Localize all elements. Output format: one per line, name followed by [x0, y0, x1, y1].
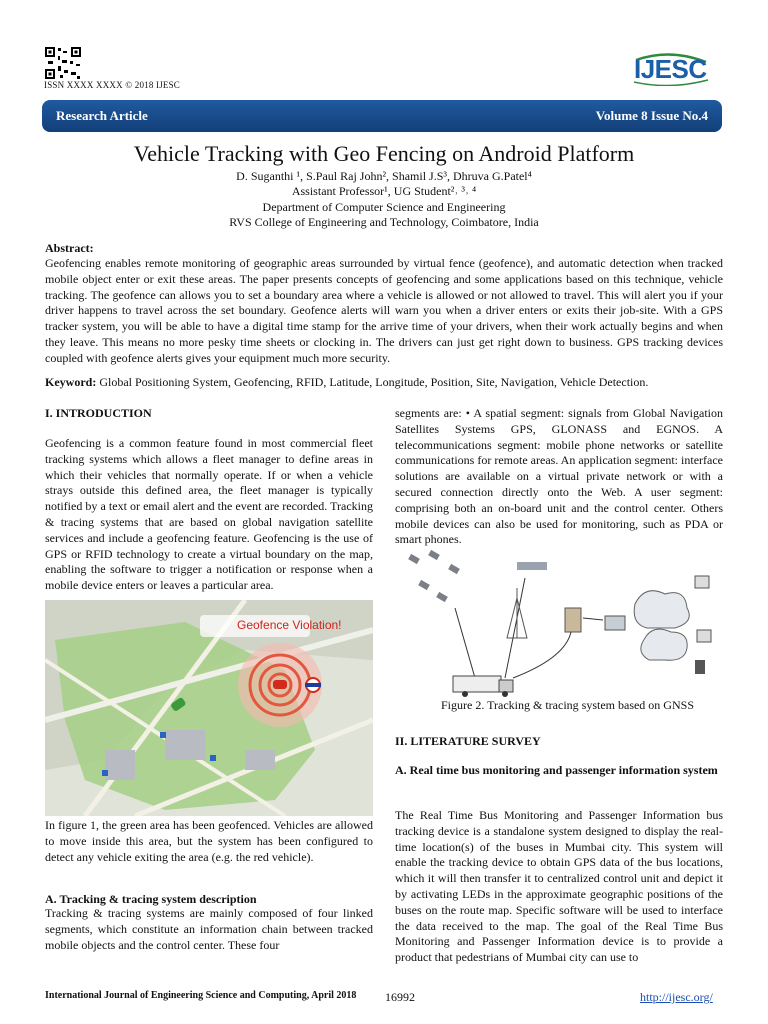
figure2-caption: Figure 2. Tracking & tracing system based on GNSS — [441, 698, 694, 712]
literature-heading: II. LITERATURE SURVEY — [395, 734, 541, 748]
tracking-text: Tracking & tracing systems are mainly composed of four linked segments, which constitute an information chain between tracked mobile objects and the control center. These four — [45, 906, 373, 952]
author-names: D. Suganthi ¹, S.Paul Raj John², Shamil J.S³, Dhruva G.Patel⁴ — [236, 169, 532, 183]
tracking-heading: A. Tracking & tracing system description — [45, 892, 257, 906]
figure1-violation-banner: Geofence Violation! — [237, 618, 342, 632]
literature-text: The Real Time Bus Monitoring and Passenger Information bus tracking device is a standalone system designed to display the real-time location(s) of the buses in Mumbai city. This system will enable the tracking device to obtain GPS data of the bus locations, which it will then transfer it to centralized control unit and depict it by activating LEDs in the approximate geographic positions of the buses on the route map. Specific software will be used to interface the data received to the map. The goal of the Real Time Bus Monitoring and Passenger Information device is to provide a product that pedestrians of Mumbai city can use to — [395, 808, 723, 965]
intro-heading: I. INTRODUCTION — [45, 406, 152, 420]
qr-code-icon — [44, 46, 82, 80]
footer-page-number: 16992 — [385, 990, 415, 1004]
article-type: Research Article — [56, 108, 148, 123]
keyword-line — [45, 375, 723, 390]
journal-logo — [630, 52, 712, 86]
abstract-text: Geofencing enables remote monitoring of geographic areas surrounded by virtual fence (geofence), and automatic detection when tracked mobile object enter or exit these areas. The paper presents concepts of geofencing and some applications based on this technique, vehicle tracking. The geofence can allows you to set a boundary area where a vehicle is allowed or not allowed to travel. This will alert you if your driver happens to travel across the set boundary. Geofence alerts will warn you when a driver enters or exits their job-site. With a GPS tracker system, you will be able to have a digital time stamp for the arrive time of your drivers, when their work actually begins and when they leave. This means no more pesky time sheets or clocking in. The drivers can just get right down to business. GPS tracking devices coupled with geofence alerts gives your equipment much more security. — [45, 256, 723, 365]
abstract-block — [45, 241, 723, 367]
paper-title: Vehicle Tracking with Geo Fencing on Android Platform — [133, 141, 635, 166]
figure2-gnss-diagram — [395, 548, 723, 720]
abstract-label: Abstract: — [45, 241, 94, 255]
figure1-geofence-map — [45, 600, 373, 816]
volume-issue: Volume 8 Issue No.4 — [595, 108, 708, 123]
segments-text: segments are: • A spatial segment: signals from Global Navigation Satellites Systems GPS, GLONASS and EGNOS. A telecommunications segment: mobile phone networks or satellite communications for remote areas. An application segment: interface solutions are available on a virtual private network or with a secured connection directly onto the Web. A user segment: comprising both an on-board unit and the control center. Others mobile devices can also be used for monitoring, such as PDA or smart phones. — [395, 406, 723, 547]
keyword-label: Keyword: — [45, 375, 97, 389]
literature-subheading: A. Real time bus monitoring and passenger information system — [395, 763, 718, 777]
author-roles: Assistant Professor¹, UG Student²˒ ³˒ ⁴ — [291, 184, 477, 198]
article-banner — [42, 100, 722, 132]
issn-line: ISSN XXXX XXXX © 2018 IJESC — [44, 80, 180, 90]
intro-text: Geofencing is a common feature found in most commercial fleet tracking systems which allows a fleet manager to define areas in which their vehicles that normally operate. If or when a vehicle strays outside this defined area, the fleet manager is typically notified by a text or email alert and the event are recorded. Tracking & tracing systems that are based on global navigation satellite services and include a geofencing feature. Geofencing is the use of GPS or RFID technology to create a virtual boundary on the map, enabling the software to trigger a notification or response when a mobile device enters or leaves a particular area. — [45, 436, 373, 593]
logo-text: IJESC — [634, 54, 707, 84]
author-department: Department of Computer Science and Engineering — [262, 200, 506, 214]
figure1-caption: In figure 1, the green area has been geofenced. Vehicles are allowed to move inside this area, but the system has been configured to detect any vehicle exiting the area (e.g. the red vehicle). — [45, 818, 373, 864]
footer-url-link[interactable]: http://ijesc.org/ — [640, 990, 713, 1004]
author-institution: RVS College of Engineering and Technology, Coimbatore, India — [229, 215, 539, 229]
keyword-text: Global Positioning System, Geofencing, RFID, Latitude, Longitude, Position, Site, Navigation, Vehicle Detection. — [99, 375, 649, 389]
footer-journal: International Journal of Engineering Science and Computing, April 2018 — [45, 990, 357, 1001]
